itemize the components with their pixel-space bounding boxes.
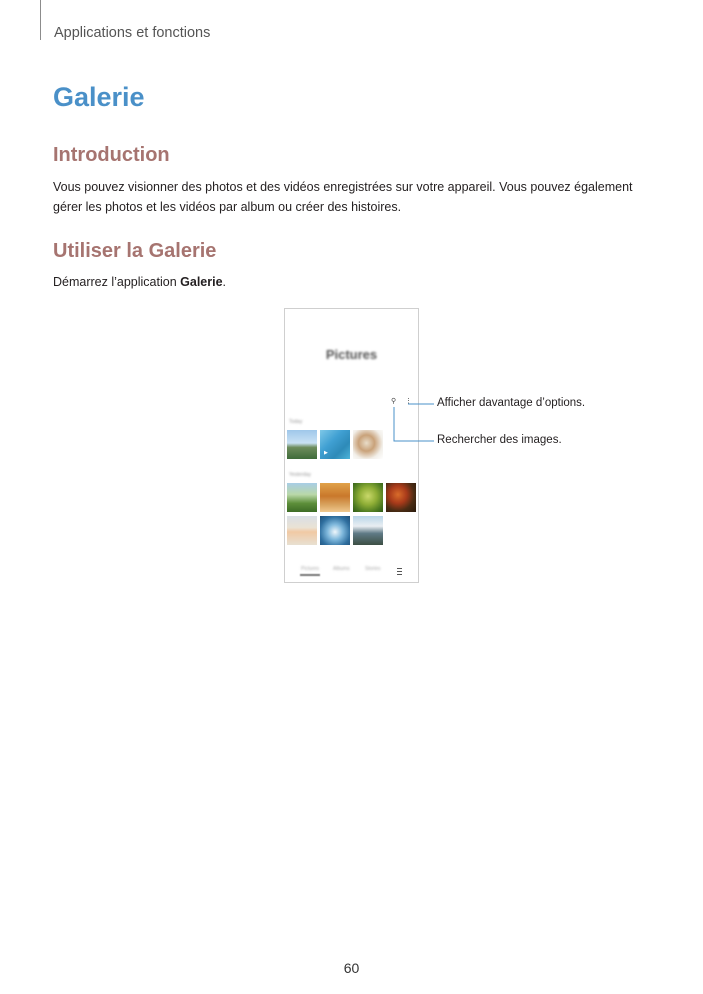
gallery-screen-title: Pictures <box>325 347 378 362</box>
introduction-paragraph: Vous pouvez visionner des photos et des vidéos enregistrées sur votre appareil. Vous pouvez également gérer les photos et les vidéos par album ou créer des histoires. <box>53 180 633 214</box>
callout-search: Rechercher des images. <box>437 434 562 446</box>
video-play-icon: ▶ <box>324 450 328 456</box>
nav-tab-albums[interactable]: Albums <box>333 566 350 572</box>
start-text: Démarrez l’application <box>53 275 181 289</box>
section-title-introduction: Introduction <box>53 144 170 166</box>
gallery-section-label: Today <box>289 419 303 425</box>
callout-more-options: Afficher davantage d’options. <box>437 397 586 409</box>
page-title: Galerie <box>53 82 145 112</box>
running-header: Applications et fonctions <box>54 25 211 41</box>
gallery-section-label: Yesterday <box>289 472 312 478</box>
callout-line-search <box>394 407 434 441</box>
nav-tab-pictures[interactable]: Pictures <box>301 566 320 572</box>
search-icon[interactable]: ⚲ <box>391 398 397 405</box>
app-name: Galerie <box>180 275 223 289</box>
page-number: 60 <box>343 960 360 976</box>
start-text-end: . <box>222 275 227 289</box>
nav-tab-stories[interactable]: Stories <box>365 566 381 572</box>
section-title-use-gallery: Utiliser la Galerie <box>53 240 217 262</box>
more-options-icon[interactable]: ⋮ <box>405 398 412 405</box>
